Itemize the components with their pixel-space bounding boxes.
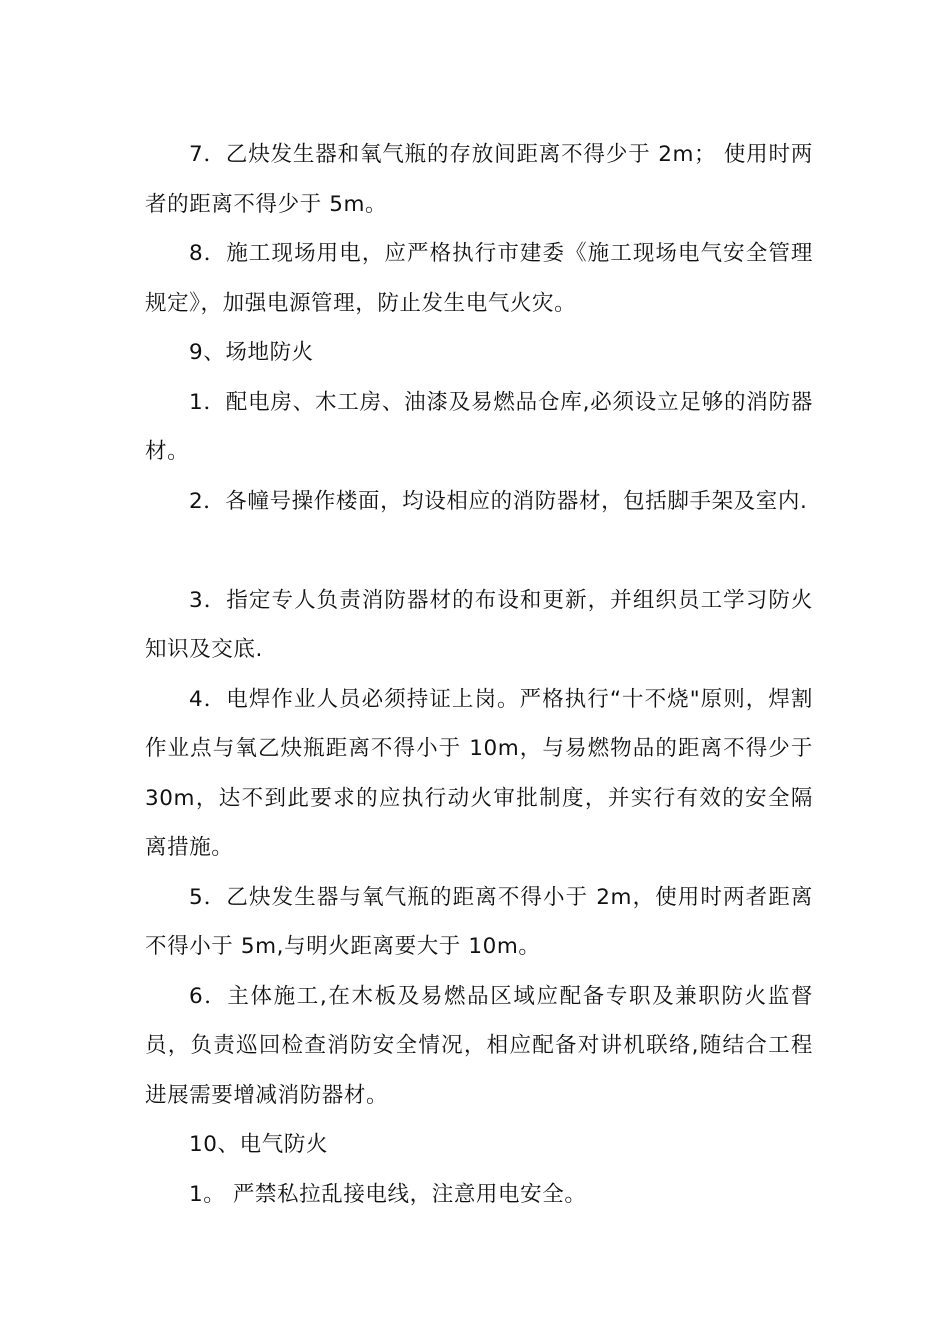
document-body xyxy=(145,130,813,1219)
list-item-3: 3．指定专人负责消防器材的布设和更新，并组织员工学习防火知识及交底. xyxy=(145,587,813,662)
section-heading-electrical-fire-prevention: 10、电气防火 xyxy=(189,1132,329,1157)
list-item-electrical-1: 1。 严禁私拉乱接电线，注意用电安全。 xyxy=(189,1181,587,1207)
list-item-2: 2．各幢号操作楼面，均设相应的消防器材，包括脚手架及室内. xyxy=(189,488,808,514)
paragraph-item-7: 7．乙炔发生器和氧气瓶的存放间距离不得少于 2m； 使用时两者的距离不得少于 5m。 xyxy=(145,142,813,217)
section-heading-site-fire-prevention: 9、场地防火 xyxy=(189,340,314,365)
list-item-6: 6．主体施工,在木板及易燃品区域应配备专职及兼职防火监督员，负责巡回检查消防安全情况，相应配备对讲机联络,随结合工程进展需要增减消防器材。 xyxy=(145,983,813,1108)
paragraph-item-8: 8．施工现场用电，应严格执行市建委《施工现场电气安全管理规定》，加强电源管理，防止发生电气火灾。 xyxy=(145,241,813,316)
list-item-1: 1．配电房、木工房、油漆及易燃品仓库,必须设立足够的消防器材。 xyxy=(145,389,813,464)
list-item-4: 4．电焊作业人员必须持证上岗。严格执行“十不烧"原则，焊割作业点与氧乙炔瓶距离不得小于 10m，与易燃物品的距离不得少于 30m，达不到此要求的应执行动火审批制度，并实行有效的安全隔离措施。 xyxy=(145,686,813,860)
list-item-5: 5．乙炔发生器与氧气瓶的距离不得小于 2m，使用时两者距离不得小于 5m,与明火距离要大于 10m。 xyxy=(145,884,813,959)
